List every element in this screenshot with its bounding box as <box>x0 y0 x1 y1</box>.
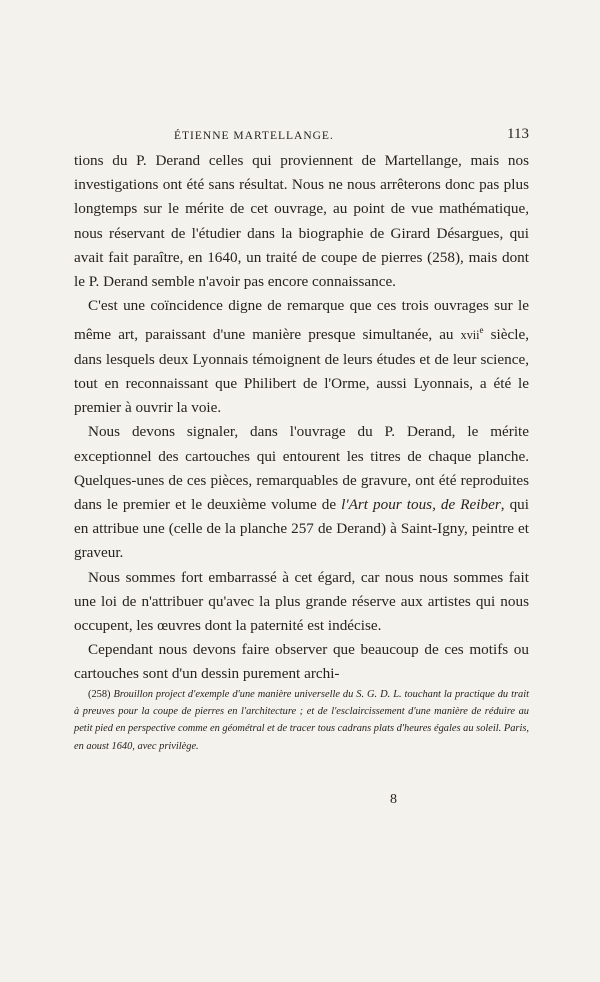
paragraph-4-text: Nous sommes fort embarrassé à cet égard, car nous nous sommes fait une loi de n'attribuer qu'avec la plus grande réserve aux artistes qui nous occupent, les œuvres dont la paternité est indécise. <box>74 568 529 634</box>
footnote <box>74 686 529 755</box>
paragraph-2 <box>74 294 529 420</box>
paragraph-5 <box>74 638 529 686</box>
paragraph-5-text: Cependant nous devons faire observer que beaucoup de ces motifs ou cartouches sont d'un dessin purement archi- <box>74 641 529 683</box>
running-title: ÉTIENNE MARTELLANGE. <box>174 130 334 142</box>
page-number: 113 <box>507 126 529 142</box>
signature-mark: 8 <box>390 792 397 807</box>
century-numeral: xvii <box>460 328 480 343</box>
paragraph-1-text: tions du P. Derand celles qui proviennent de Martellange, mais nos investigations ont été sans résultat. Nous ne nous arrêterons donc pas plus longtemps sur le mérite de cet ouvrage, au point de vue mathématique, nous réservant de l'étudier dans la biographie de Girard Désargues, qui avait fait paraître, en 1640, un traité de coupe de pierres (258), mais dont le P. Derand semble n'avoir pas encore connaissance. <box>74 152 529 291</box>
paragraph-3 <box>74 420 529 565</box>
running-header <box>74 126 529 146</box>
paragraph-3-text-b: , qui en attribue une (celle de la planche 257 de Derand) à Saint-Igny, peintre et graveur. <box>74 495 529 562</box>
paragraph-2-text-a: C'est une coïncidence digne de remarque que ces trois ouvrages sur le même art, paraissant d'une manière presque simultanée, au <box>74 297 529 344</box>
paragraph-1 <box>74 149 529 294</box>
footnote-text: Brouillon project d'exemple d'une manière universelle du S. G. D. L. touchant la practique du trait à preuves pour la coupe de pierres en l'architecture ; et de l'esclaircissement d'une manière de réduire au petit pied en perspective comme en géométral et de tracer tous cadrans plats d'heures égales au soleil. Paris, en aoust 1640, avec privilège. <box>74 689 529 752</box>
paragraph-2-text-b: siècle, dans lesquels deux Lyonnais témoignent de leurs études et de leur science, tout en reconnaissant que Philibert de l'Orme, aussi Lyonnais, a été le premier à ouvrir la voie. <box>74 326 529 417</box>
body-text <box>74 149 529 687</box>
footnote-paragraph <box>74 686 529 755</box>
footnote-marker: (258) <box>88 689 111 700</box>
paragraph-4 <box>74 566 529 639</box>
book-title-reference: l'Art pour tous, de Reiber <box>341 495 501 513</box>
paragraph-3-text-a: Nous devons signaler, dans l'ouvrage du P. Derand, le mérite exceptionnel des cartouches qui entourent les titres de chaque planche. Quelques-unes de ces pièces, remarquables de gravure, ont été reproduites dans le premier et le deuxième volume de <box>74 423 529 513</box>
century-superscript: e <box>479 325 484 336</box>
